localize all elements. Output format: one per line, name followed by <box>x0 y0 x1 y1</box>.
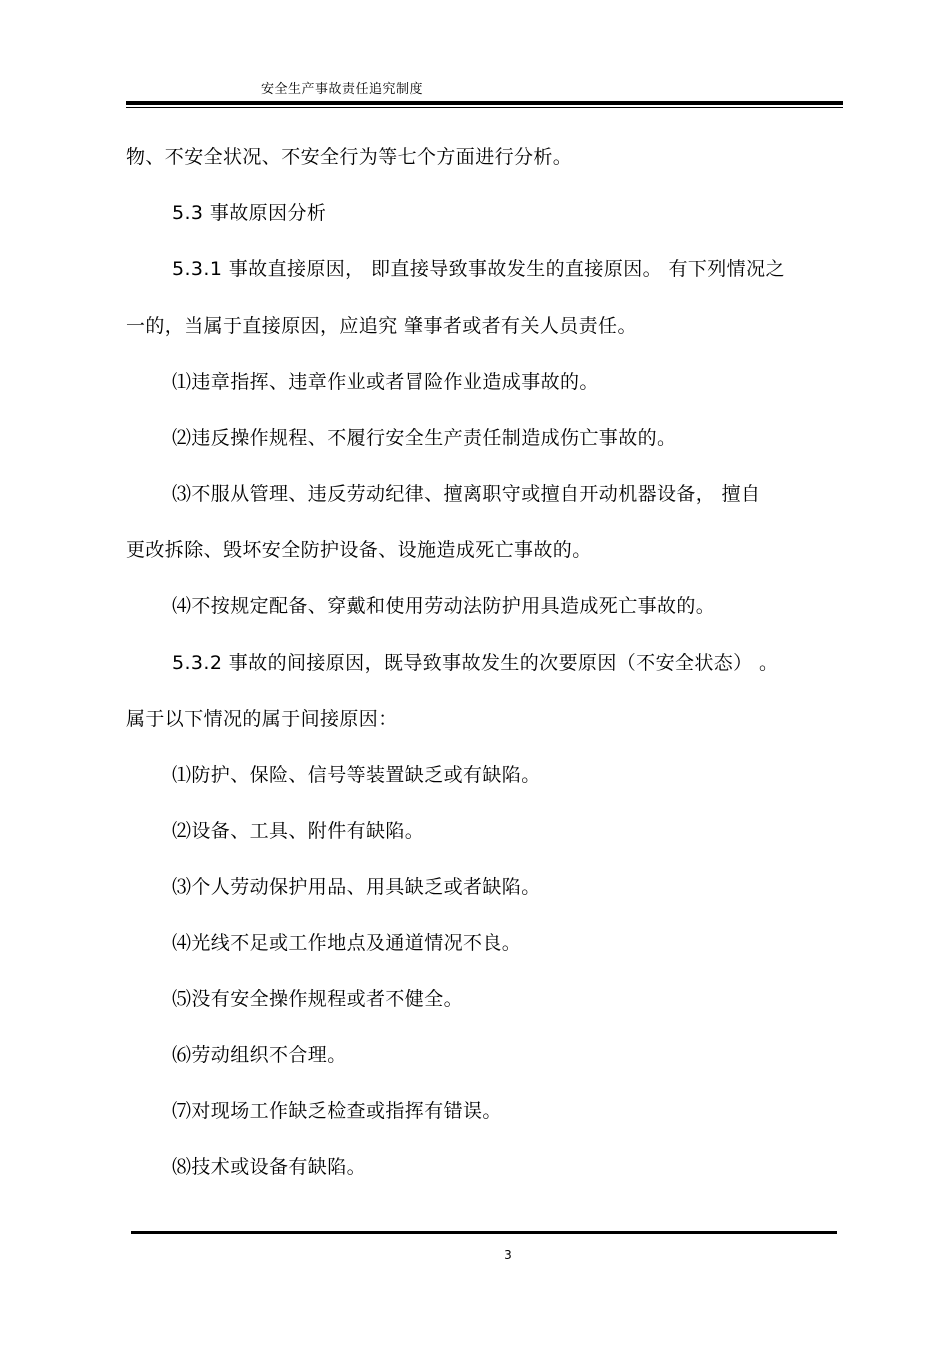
indirect-cause-item-7: ⑺对现场工作缺乏检查或指挥有错误。 <box>172 1100 502 1122</box>
indirect-cause-item-4: ⑷光线不足或工作地点及通道情况不良。 <box>172 932 522 954</box>
indirect-cause-item-2: ⑵设备、工具、附件有缺陷。 <box>172 820 425 842</box>
direct-cause-item-3-line-2: 更改拆除、毁坏安全防护设备、设施造成死亡事故的。 <box>126 539 592 561</box>
footer-divider <box>131 1231 837 1234</box>
direct-cause-item-1: ⑴违章指挥、违章作业或者冒险作业造成事故的。 <box>172 371 599 393</box>
direct-cause-item-4: ⑷不按规定配备、穿戴和使用劳动法防护用具造成死亡事故的。 <box>172 595 716 617</box>
direct-cause-item-2: ⑵违反操作规程、不履行安全生产责任制造成伤亡事故的。 <box>172 427 677 449</box>
header-divider-thick <box>126 101 843 105</box>
indirect-cause-item-8: ⑻技术或设备有缺陷。 <box>172 1156 367 1178</box>
paragraph-5-3-1-line-2: 一的，当属于直接原因，应追究 肇事者或者有关人员责任。 <box>126 315 637 337</box>
indirect-cause-item-6: ⑹劳动组织不合理。 <box>172 1044 347 1066</box>
paragraph-5-3-2-line-2: 属于以下情况的属于间接原因： <box>126 708 398 730</box>
indirect-cause-item-1: ⑴防护、保险、信号等装置缺乏或有缺陷。 <box>172 764 541 786</box>
body-line-continuation: 物、不安全状况、不安全行为等七个方面进行分析。 <box>126 146 573 168</box>
header-divider-thin <box>126 107 843 108</box>
paragraph-5-3-1-line-1: 5.3.1 事故直接原因， 即直接导致事故发生的直接原因。 有下列情况之 <box>172 258 785 280</box>
paragraph-5-3-2-line-1: 5.3.2 事故的间接原因，既导致事故发生的次要原因（不安全状态） 。 <box>172 652 779 674</box>
indirect-cause-item-5: ⑸没有安全操作规程或者不健全。 <box>172 988 464 1010</box>
section-heading-5-3: 5.3 事故原因分析 <box>172 202 327 224</box>
page-number: 3 <box>504 1248 512 1262</box>
running-header-title: 安全生产事故责任追究制度 <box>261 82 424 97</box>
indirect-cause-item-3: ⑶个人劳动保护用品、用具缺乏或者缺陷。 <box>172 876 541 898</box>
direct-cause-item-3-line-1: ⑶不服从管理、违反劳动纪律、擅离职守或擅自开动机器设备， 擅自 <box>172 483 761 505</box>
